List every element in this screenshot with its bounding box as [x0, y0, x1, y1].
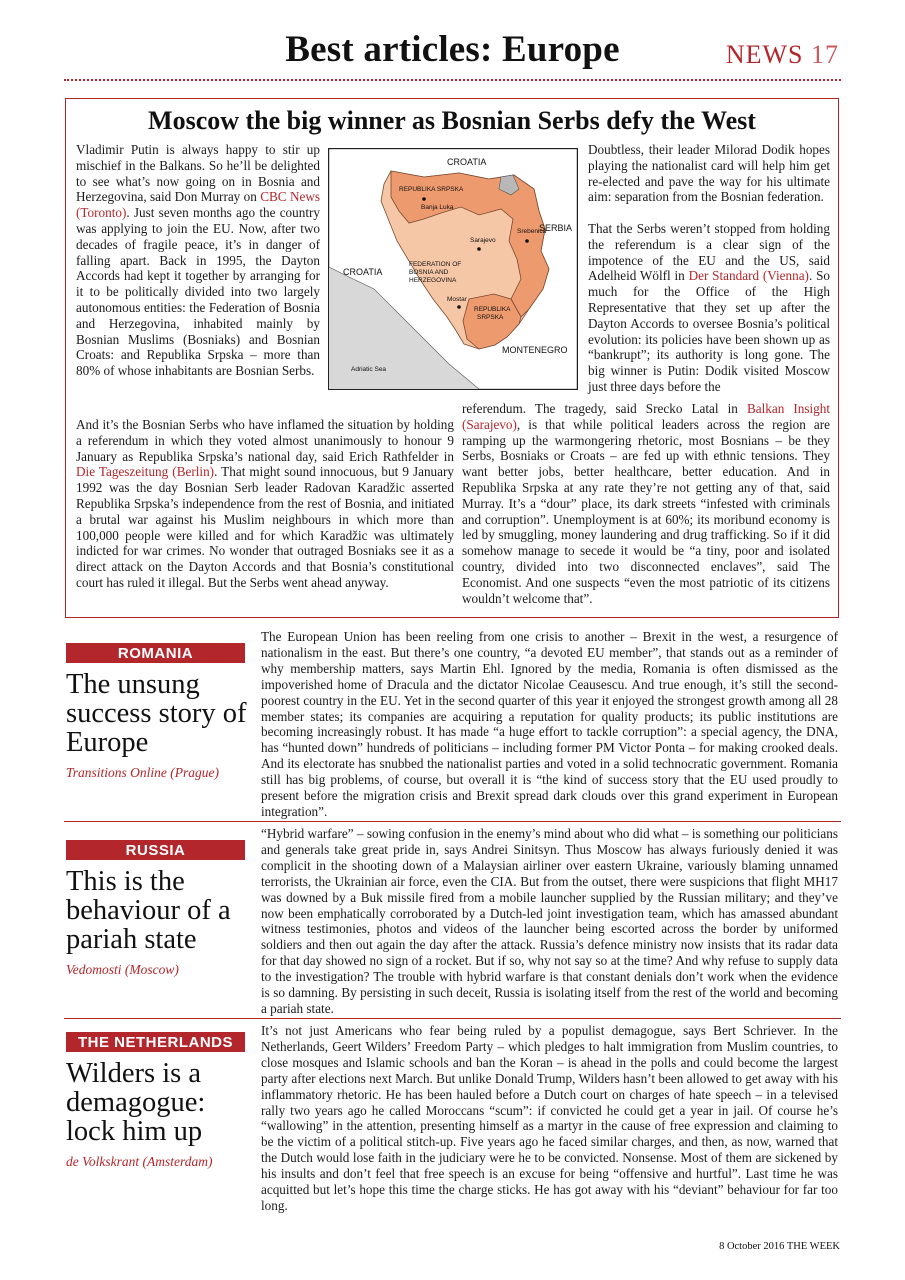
featured-column-right — [588, 142, 830, 395]
story-headline-russia: This is the behaviour of a pariah state — [66, 866, 231, 955]
map-label-adriatic: Adriatic Sea — [351, 366, 387, 373]
story-body-romania: The European Union has been reeling from one crisis to another – Brexit in the west, a resurgence of nationalism in the east. But there’s one country, “a devoted EU member”, that stands out as a reminder of why membership matters, says Martin Ehl. Ignored by the media, Romania is often dismissed as the impoverished home of Dracula and the dictator Nicolae Ceausescu. And true enough, it’s still the second-poorest country in the EU. Yet in the second quarter of this year it enjoyed the strongest growth among all 28 member states; its companies are acquiring a reputation for quality products; its public institutions are becoming increasingly robust. It has made “a huge effort to tackle corruption”: a special agency, the DNA, has “hunted down” hundreds of politicians – including former PM Victor Ponta – for making crooked deals. And its electorate has snubbed the nationalist parties and voted in a solid technocratic government. Romania still has big problems, of course, but overall it is “the kind of success story that the EU used proudly to present before the migration crisis and Brexit spread dark clouds over this grand experiment in European integration”. — [261, 629, 838, 819]
featured-text: And it’s the Bosnian Serbs who have inflamed the situation by holding a referendum in which they voted almost unanimously to honour 9 January as Republika Srpska’s national day, said Erich Rathfelder in — [76, 417, 454, 464]
section-label — [726, 40, 839, 70]
map-label-srpska-south-2: SRPSKA — [477, 314, 504, 321]
bosnia-map-svg — [329, 149, 577, 389]
map-label-croatia-north: CROATIA — [447, 157, 487, 167]
srebenica-dot — [525, 239, 529, 243]
featured-text: referendum. The tragedy, said Srecko Latal in — [462, 401, 747, 416]
map-label-federation-3: HERZEGOVINA — [409, 277, 457, 284]
map-label-montenegro: MONTENEGRO — [502, 345, 568, 355]
map-label-srebenica: Srebenica — [517, 228, 547, 235]
featured-text: . That might sound innocuous, but 9 January 1992 was the day Bosnian Serb leader Radovan Karadžic asserted Republika Srpska’s independence from the rest of Bosnia, and initiated a brutal war against his Muslim neighbours in which more than 100,000 people were killed and for which Karadžic was ultimately indicted for war crimes. No wonder that outraged Bosniaks see it as a direct attack on the Dayton Accords and that Bosnia’s constitutional court has ruled it illegal. But the Serbs went ahead anyway. — [76, 464, 454, 590]
featured-column-right-lower — [462, 401, 830, 606]
featured-column-bottom — [76, 417, 454, 591]
story-body-netherlands: It’s not just Americans who fear being ruled by a populist demagogue, says Bert Schriever. In the Netherlands, Geert Wilders’ Freedom Party – which pledges to halt immigration from Muslim countries, to close mosques and Islamic schools and ban the Koran – is ahead in the polls and could become the largest party after elections next March. But unlike Donald Trump, Wilders hasn’t been allowed to get away with his inflammatory rhetoric. He has been hauled before a Dutch court on charges of hate speech – in a televised rally two years ago he called Moroccans “scum”: if convicted he could get a year in jail. Of course he’s “wallowing” in the attention, presenting himself as a martyr in the cause of free expression and claiming to be the victim of a political stitch-up. Five years ago he faced similar charges, and then, as now, warned that the Dutch would lose faith in the judiciary were he to be convicted. Nonsense. Most of them are sickened by his insults and don’t feel that free speech is an excuse for being “offensive and hurtful”. Last time he was acquitted but let’s hope this time the charge sticks. He has got away with his “deviant” behaviour for far too long. — [261, 1023, 838, 1213]
featured-text: Vladimir Putin is always happy to stir up mischief in the Balkans. So he’ll be delighted to see what’s now going on in Bosnia and Herzegovina, said Don Murray on — [76, 142, 320, 205]
story-headline-netherlands: Wilders is a demagogue: lock him up — [66, 1058, 206, 1147]
bosnia-map — [328, 148, 578, 390]
featured-text: . So much for the Office of the High Representative that they set up after the Dayton Accords to oversee Bosnia’s political evolution: its policies have been shown up as “bankrupt”; its authority is long gone. The big winner is Putin: Dodik visited Moscow just three days before the — [588, 268, 830, 394]
source-link[interactable]: CBC News (Toronto) — [76, 189, 321, 221]
source-link[interactable]: Der Standard (Vienna) — [688, 268, 809, 284]
featured-headline: Moscow the big winner as Bosnian Serbs defy the West — [148, 106, 756, 135]
map-label-mostar: Mostar — [447, 296, 467, 303]
featured-text: That the Serbs weren’t stopped from holding the referendum is a clear sign of the impotence of the EU and the US, said Adelheid Wölfl in — [588, 220, 830, 284]
map-label-croatia-west: CROATIA — [343, 267, 383, 277]
publication-name: THE WEEK — [786, 1241, 840, 1252]
source-link[interactable]: Die Tageszeitung (Berlin) — [76, 464, 215, 480]
header-divider — [64, 79, 841, 81]
featured-text: , is that while political leaders across the region are ramping up the warmongering rhetoric, most Bosnians – be they Serbs, Bosniaks or Croats – are fed up with ethnic tensions. They want better jobs, better healthcare, better education. And in Republika Srpska at any rate they’re not getting any of that, said Murray. It’s a “dour” place, its dark streets “infested with criminals and corruption”. Unemployment is at 60%; its moribund economy is led by smuggling, money laundering and drug trafficking. So if it did somehow manage to secede it would be “a tiny, poor and isolated country, divided into two disconnected enclaves”, said The Economist. And one suspects “even the most patriotic of its citizens wouldn’t welcome that”. — [462, 416, 830, 606]
page-footer — [719, 1241, 840, 1252]
story-source-romania[interactable]: Transitions Online (Prague) — [66, 765, 220, 780]
map-label-federation-1: FEDERATION OF — [409, 261, 462, 268]
banja-luka-dot — [422, 197, 426, 201]
story-source-russia[interactable]: Vedomosti (Moscow) — [66, 962, 179, 977]
story-divider — [64, 1018, 841, 1019]
story-country-banner-russia: RUSSIA — [66, 840, 245, 860]
story-country-banner-netherlands: THE NETHERLANDS — [66, 1032, 245, 1052]
story-source-netherlands[interactable]: de Volkskrant (Amsterdam) — [66, 1154, 213, 1169]
sarajevo-dot — [477, 247, 481, 251]
section-name: NEWS — [725, 40, 804, 69]
page-number: 17 — [811, 40, 839, 69]
page-title: Best articles: Europe — [285, 29, 620, 70]
map-label-banja-luka: Banja Luka — [421, 204, 454, 211]
map-label-serbia: SERBIA — [539, 223, 573, 233]
featured-paragraph: Doubtless, their leader Milorad Dodik hopes playing the nationalist card will help him get re-elected and pave the way for his ultimate aim: separation from the Bosnian federation. — [588, 142, 830, 205]
story-divider — [64, 821, 841, 822]
story-headline-romania: The unsung success story of Europe — [66, 669, 247, 758]
map-label-sarajevo: Sarajevo — [470, 237, 496, 244]
featured-column-left — [76, 142, 320, 379]
source-link[interactable]: Balkan Insight (Sarajevo) — [462, 401, 830, 432]
map-label-srpska-south-1: REPUBLIKA — [474, 306, 511, 313]
story-country-banner-romania: ROMANIA — [66, 643, 245, 663]
issue-date: 8 October 2016 — [719, 1241, 785, 1252]
featured-text: . Just seven months ago the country was applying to join the EU. Now, after two decades of fragile peace, it’s in danger of falling apart. Back in 1995, the Dayton Accords had kept it together by arranging for it to be politically divided into two largely autonomous entities: the Federation of Bosnia and Herzegovina, inhabited mainly by Bosnian Muslims (Bosniaks) and Bosnian Croats: and Republika Srpska – more than 80% of whose inhabitants are Bosnian Serbs. — [76, 205, 320, 379]
mostar-dot — [457, 305, 461, 309]
map-label-federation-2: BOSNIA AND — [409, 269, 449, 276]
story-body-russia: “Hybrid warfare” – sowing confusion in the enemy’s mind about who did what – is something our politicians and generals take great pride in, says Andrei Sinitsyn. Thus Moscow has always furiously denied it was complicit in the shooting down of a Malaysian airliner over eastern Ukraine, variously blaming unnamed terrorists, the Ukrainian air force, even the CIA. But from the outset, there were suspicions that flight MH17 was downed by a Buk missile fired from a mobile launcher supplied by the Russian military; and they’ve now been emphatically corroborated by a Dutch-led joint investigation team, which has amassed abundant witness testimonies, photos and videos of the launcher being escorted across the border by uniformed soldiers and then out again the day after the attack. Russia’s defence ministry now insists that its radar data for that day showed no sign of a rocket. But if so, why not say so at the time? And why refuse to supply data to the investigation? The trouble with hybrid warfare is that constant denials don’t work when the evidence is so damning. By persisting in such deceit, Russia is isolating itself from the rest of the world and becoming a pariah state. — [261, 826, 838, 1016]
map-label-srpska-north: REPUBLIKA SRPSKA — [399, 186, 464, 193]
